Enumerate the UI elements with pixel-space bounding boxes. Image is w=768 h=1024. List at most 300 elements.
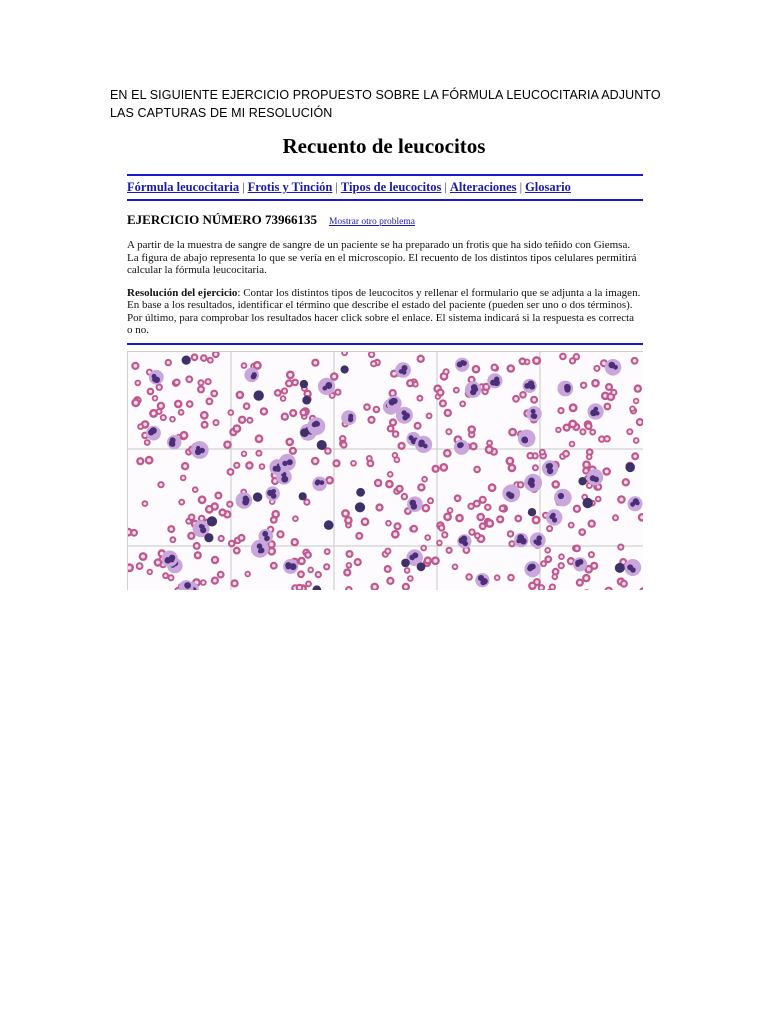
leukocyte-nucleus	[285, 562, 291, 568]
red-blood-cell-center	[332, 374, 336, 378]
red-blood-cell-center	[240, 417, 244, 421]
leukocyte-nucleus	[348, 417, 353, 422]
nav-link-frotis[interactable]: Frotis y Tinción	[247, 180, 333, 194]
red-blood-cell-center	[575, 546, 578, 549]
red-blood-cell-center	[448, 548, 451, 551]
red-blood-cell-center	[635, 399, 638, 402]
leukocyte-nucleus	[392, 398, 398, 404]
leukocyte-nucleus	[471, 384, 478, 391]
lymphocyte	[355, 502, 365, 512]
red-blood-cell-center	[445, 451, 449, 455]
red-blood-cell-center	[529, 454, 532, 457]
red-blood-cell-center	[154, 396, 157, 399]
red-blood-cell-center	[461, 402, 464, 405]
red-blood-cell-center	[551, 585, 554, 588]
red-blood-cell-center	[235, 548, 238, 551]
red-blood-cell-center	[472, 444, 476, 448]
red-blood-cell-center	[221, 510, 225, 514]
leukocyte-nucleus	[524, 383, 530, 389]
red-blood-cell-center	[592, 564, 596, 568]
lymphocyte	[300, 379, 308, 387]
red-blood-cell-center	[638, 420, 642, 424]
red-blood-cell-center	[272, 564, 275, 567]
lymphocyte	[182, 355, 191, 364]
lymphocyte	[615, 562, 625, 572]
red-blood-cell-center	[375, 407, 378, 410]
red-blood-cell-center	[487, 447, 491, 451]
red-blood-cell-center	[439, 390, 443, 394]
red-blood-cell-center	[546, 548, 549, 551]
red-blood-cell-center	[594, 381, 598, 385]
red-blood-cell-center	[293, 540, 297, 544]
lymphocyte	[299, 492, 307, 500]
red-blood-cell-center	[228, 502, 231, 505]
red-blood-cell-center	[143, 502, 146, 505]
red-blood-cell-center	[631, 407, 634, 410]
red-blood-cell-center	[200, 516, 203, 519]
red-blood-cell-center	[230, 541, 233, 544]
red-blood-cell-center	[583, 495, 586, 498]
red-blood-cell-center	[170, 527, 174, 531]
red-blood-cell-center	[279, 532, 283, 536]
red-blood-cell-center	[419, 356, 423, 360]
nav-separator: |	[519, 180, 523, 194]
red-blood-cell-center	[531, 583, 535, 587]
red-blood-cell-center	[220, 536, 223, 539]
leukocyte-nucleus	[493, 379, 500, 386]
red-blood-cell-center	[240, 536, 244, 540]
red-blood-cell-center	[422, 546, 425, 549]
red-blood-cell-center	[347, 518, 351, 522]
lymphocyte	[401, 558, 410, 567]
leukocyte-nucleus	[257, 543, 263, 549]
leukocyte-nucleus	[287, 459, 293, 465]
red-blood-cell-center	[326, 550, 329, 553]
red-blood-cell-center	[633, 359, 637, 363]
red-blood-cell-center	[243, 364, 246, 367]
red-blood-cell-center	[229, 470, 233, 474]
red-blood-cell-center	[217, 493, 221, 497]
red-blood-cell-center	[554, 570, 557, 573]
red-blood-cell-center	[261, 465, 264, 468]
red-blood-cell-center	[309, 568, 312, 571]
red-blood-cell-center	[517, 516, 520, 519]
red-blood-cell-center	[288, 440, 292, 444]
leukocyte-nucleus	[242, 498, 249, 505]
red-blood-cell-center	[386, 567, 390, 571]
red-blood-cell-center	[475, 501, 479, 505]
red-blood-cell-center	[591, 430, 594, 433]
red-blood-cell-center	[180, 410, 183, 413]
red-blood-cell-center	[588, 483, 591, 486]
red-blood-cell-center	[416, 424, 420, 428]
nav-link-alteraciones[interactable]: Alteraciones	[449, 180, 517, 194]
red-blood-cell-center	[243, 452, 246, 455]
red-blood-cell-center	[246, 572, 249, 575]
red-blood-cell-center	[158, 385, 161, 388]
leukocyte-nucleus	[549, 514, 554, 519]
red-blood-cell-center	[614, 516, 617, 519]
exercise-header	[127, 211, 641, 229]
red-blood-cell-center	[282, 397, 285, 400]
red-blood-cell-center	[183, 464, 187, 468]
red-blood-cell-center	[633, 454, 637, 458]
leukocyte-nucleus	[635, 500, 640, 505]
leukocyte-nucleus	[399, 369, 404, 374]
red-blood-cell-center	[488, 441, 491, 444]
red-blood-cell-center	[365, 405, 368, 408]
red-blood-cell-center	[356, 560, 360, 564]
red-blood-cell-center	[440, 526, 443, 529]
leukocyte-nucleus	[282, 460, 287, 465]
red-blood-cell-center	[584, 576, 588, 580]
red-blood-cell-center	[534, 466, 537, 469]
red-blood-cell-center	[621, 560, 625, 564]
leukocyte-nucleus	[531, 408, 536, 413]
red-blood-cell-center	[493, 365, 497, 369]
red-blood-cell-center	[276, 391, 279, 394]
lymphocyte	[317, 440, 327, 450]
red-blood-cell-center	[134, 400, 138, 404]
red-blood-cell-center	[542, 562, 545, 565]
red-blood-cell-center	[465, 548, 469, 552]
smear-canvas	[128, 352, 643, 591]
leukocyte-nucleus	[609, 362, 614, 367]
red-blood-cell-center	[456, 496, 459, 499]
red-blood-cell-center	[404, 585, 408, 589]
red-blood-cell	[582, 589, 591, 590]
red-blood-cell-center	[406, 568, 409, 571]
red-blood-cell-center	[283, 414, 287, 418]
red-blood-cell-center	[575, 506, 579, 510]
red-blood-cell-center	[541, 450, 544, 453]
red-blood-cell-center	[248, 418, 251, 421]
red-blood-cell-center	[403, 494, 406, 497]
leukocyte-nucleus	[271, 493, 277, 499]
red-blood-cell-center	[387, 521, 390, 524]
red-blood-cell-center	[588, 455, 591, 458]
red-blood-cell-center	[202, 356, 205, 359]
red-blood-cell-center	[449, 508, 452, 511]
red-blood-cell-center	[389, 472, 392, 475]
leukocyte-nucleus	[559, 493, 564, 498]
red-blood-cell-center	[233, 581, 237, 585]
red-blood-cell-center	[326, 449, 329, 452]
red-blood-cell-center	[398, 487, 402, 491]
red-blood-cell-center	[441, 401, 445, 405]
red-blood-cell-center	[196, 553, 200, 557]
red-blood-cell-center	[442, 465, 446, 469]
red-blood-cell-center	[595, 366, 598, 369]
red-blood-cell-center	[438, 541, 441, 544]
lymphocyte	[302, 395, 311, 404]
red-blood-cell-center	[395, 458, 398, 461]
red-blood-cell-center	[294, 517, 297, 520]
red-blood-cell-center	[446, 514, 450, 518]
nav-separator: |	[242, 180, 245, 194]
red-blood-cell-center	[426, 558, 430, 562]
nav-link-glosario[interactable]: Glosario	[525, 180, 571, 194]
red-blood-cell-center	[188, 377, 192, 381]
red-blood-cell-center	[509, 575, 512, 578]
nav-separator: |	[335, 180, 338, 194]
red-blood-cell-center	[235, 426, 239, 430]
red-blood-cell-center	[394, 432, 397, 435]
lymphocyte	[578, 477, 586, 485]
red-blood-cell-center	[193, 355, 196, 358]
red-blood-cell-center	[171, 538, 174, 541]
red-blood-cell-center	[288, 372, 292, 376]
red-blood-cell-center	[597, 497, 600, 500]
red-blood-cell-center	[521, 359, 524, 362]
red-blood-cell-center	[313, 459, 317, 463]
red-blood-cell-center	[590, 521, 594, 525]
red-blood-cell-center	[132, 531, 136, 535]
red-blood-cell-center	[433, 558, 437, 562]
red-blood-cell-center	[257, 451, 260, 454]
red-blood-cell-center	[578, 580, 582, 584]
leukocyte-nucleus	[578, 559, 584, 565]
red-blood-cell-center	[476, 534, 479, 537]
red-blood-cell-center	[207, 380, 210, 383]
red-blood-cell-center	[426, 536, 429, 539]
red-blood-cell-center	[553, 575, 556, 578]
red-blood-cell-center	[363, 519, 367, 523]
red-blood-cell-center	[389, 579, 393, 583]
red-blood-cell-center	[159, 483, 162, 486]
red-blood-cell-center	[571, 359, 574, 362]
red-blood-cell-center	[501, 506, 504, 509]
red-blood-cell-center	[159, 404, 163, 408]
lymphocyte	[253, 492, 262, 501]
leukocyte-nucleus	[411, 500, 416, 505]
lymphocyte	[324, 520, 334, 530]
red-blood-cell-center	[428, 414, 431, 417]
red-blood-cell-center	[584, 469, 587, 472]
red-blood-cell-center	[470, 377, 474, 381]
lymphocyte	[583, 497, 593, 507]
leukocyte-nucleus	[170, 437, 176, 443]
leukocyte-nucleus	[200, 447, 205, 452]
red-blood-cell-center	[393, 453, 396, 456]
leukocyte-nucleus	[594, 406, 599, 411]
red-blood-cell-center	[570, 523, 573, 526]
red-blood-cell-center	[564, 452, 568, 456]
red-blood-cell-center	[190, 534, 194, 538]
leukocyte-nucleus	[423, 443, 428, 448]
red-blood-cell-center	[199, 387, 203, 391]
red-blood-cell-center	[207, 507, 211, 511]
red-blood-cell-center	[369, 461, 372, 464]
resolution-paragraph	[127, 287, 641, 337]
leukocyte-nucleus	[409, 435, 414, 440]
red-blood-cell-center	[348, 552, 352, 556]
red-blood-cell-center	[605, 437, 608, 440]
leukocyte-nucleus	[252, 372, 257, 377]
red-blood-cell-center	[470, 530, 473, 533]
red-blood-cell-center	[420, 485, 424, 489]
red-blood-cell-center	[328, 478, 332, 482]
red-blood-cell-center	[636, 386, 640, 390]
red-blood-cell-center	[226, 442, 230, 446]
red-blood-cell-center	[182, 433, 186, 437]
red-blood-cell-center	[635, 439, 638, 442]
red-blood-cell-center	[213, 578, 217, 582]
red-blood-cell-center	[481, 524, 484, 527]
red-blood-cell-center	[510, 466, 514, 470]
red-blood-cell-center	[245, 404, 248, 407]
red-blood-cell-center	[587, 567, 591, 571]
red-blood-cell-center	[418, 396, 421, 399]
red-blood-cell-center	[514, 397, 518, 401]
red-blood-cell-center	[214, 421, 217, 424]
leukocyte-nucleus	[590, 475, 596, 481]
red-blood-cell-center	[162, 416, 165, 419]
nav-link-tipos[interactable]: Tipos de leucocitos	[340, 180, 442, 194]
red-blood-cell-center	[139, 425, 142, 428]
red-blood-cell-center	[581, 530, 584, 533]
red-blood-cell-center	[164, 574, 167, 577]
red-blood-cell-center	[188, 402, 191, 405]
leukocyte-nucleus	[532, 413, 538, 419]
red-blood-cell-center	[152, 411, 156, 415]
red-blood-cell-center	[490, 485, 494, 489]
red-blood-cell-center	[519, 483, 522, 486]
red-blood-cell-center	[396, 524, 400, 528]
red-blood-cell-center	[307, 582, 310, 585]
red-blood-cell-center	[347, 563, 350, 566]
red-blood-cell-center	[443, 533, 446, 536]
red-blood-cell-center	[488, 521, 492, 525]
leukocyte-nucleus	[522, 437, 527, 442]
red-blood-cell-center	[469, 504, 472, 507]
leukocyte-nucleus	[265, 535, 270, 540]
red-blood-cell-center	[534, 518, 538, 522]
red-blood-cell-center	[447, 430, 450, 433]
red-blood-cell-center	[535, 358, 539, 362]
red-blood-cell-center	[547, 557, 550, 560]
leukocyte-nucleus	[463, 540, 468, 545]
blood-smear-image	[127, 351, 643, 591]
leukocyte-nucleus	[533, 539, 538, 544]
red-blood-cell-center	[209, 358, 212, 361]
red-blood-cell-center	[548, 527, 551, 530]
red-blood-cell-center	[622, 581, 626, 585]
red-blood-cell-center	[508, 459, 512, 463]
leukocyte-nucleus	[547, 467, 553, 473]
red-blood-cell-center	[590, 553, 593, 556]
red-blood-cell-center	[148, 570, 151, 573]
leukocyte-nucleus	[184, 582, 191, 589]
red-blood-cell-center	[213, 558, 217, 562]
red-blood-cell-center	[474, 367, 478, 371]
red-blood-cell-center	[454, 565, 457, 568]
leukocyte-nucleus	[169, 554, 175, 560]
red-blood-cell-center	[344, 511, 348, 515]
red-blood-cell-center	[317, 573, 320, 576]
red-blood-cell-center	[180, 500, 183, 503]
red-blood-cell-center	[274, 512, 278, 516]
red-blood-cell-center	[412, 526, 416, 530]
leukocyte-nucleus	[630, 567, 635, 572]
red-blood-cell-center	[511, 430, 515, 434]
resolution-label: Resolución del ejercicio	[127, 286, 238, 299]
red-blood-cell-center	[194, 488, 197, 491]
red-blood-cell-center	[190, 515, 193, 518]
red-blood-cell-center	[391, 420, 395, 424]
red-blood-cell-center	[287, 381, 291, 385]
nav-link-formula[interactable]: Fórmula leucocitaria	[127, 180, 240, 194]
red-blood-cell-center	[414, 382, 417, 385]
red-blood-cell-center	[612, 390, 615, 393]
lymphocyte	[254, 390, 264, 400]
lymphocyte	[207, 516, 217, 526]
red-blood-cell-center	[176, 402, 180, 406]
red-blood-cell-center	[509, 532, 512, 535]
red-blood-cell-center	[229, 411, 232, 414]
red-blood-cell-center	[540, 586, 543, 589]
smear-divider	[127, 343, 643, 345]
red-blood-cell-center	[628, 430, 631, 433]
red-blood-cell-center	[219, 572, 222, 575]
red-blood-cell-center	[619, 497, 623, 501]
red-blood-cell-center	[561, 354, 564, 357]
exercise-title: EJERCICIO NÚMERO 73966135	[127, 212, 317, 227]
leukocyte-nucleus	[481, 578, 487, 584]
red-blood-cell-center	[406, 509, 409, 512]
red-blood-cell-center	[559, 409, 562, 412]
red-blood-cell-center	[607, 385, 611, 389]
red-blood-cell-center	[393, 532, 397, 536]
red-blood-cell-center	[408, 381, 412, 385]
leukocyte-nucleus	[516, 538, 521, 543]
red-blood-cell-center	[272, 518, 275, 521]
red-blood-cell-center	[235, 463, 238, 466]
red-blood-cell-center	[358, 534, 362, 538]
red-blood-cell-center	[302, 410, 306, 414]
show-other-problem-link[interactable]: Mostrar otro problema	[328, 217, 415, 227]
red-blood-cell-center	[585, 462, 589, 466]
red-blood-cell-center	[202, 581, 205, 584]
red-blood-cell-center	[509, 366, 513, 370]
red-blood-cell-center	[370, 418, 374, 422]
red-blood-cell-center	[370, 352, 373, 355]
leukocyte-nucleus	[276, 467, 281, 472]
red-blood-cell-center	[335, 461, 339, 465]
red-blood-cell-center	[409, 577, 412, 580]
intro-paragraph: A partir de la muestra de sangre de sangre de un paciente se ha preparado un frotis que ha sido teñido con Giemsa. La figura de abajo representa lo que se vería en el microscopio. El recuento de los distintos tipos celulares permitirá calcular la fórmula leucocitaria.	[127, 239, 637, 276]
red-blood-cell-center	[262, 409, 266, 413]
red-blood-cell-center	[139, 459, 143, 463]
red-blood-cell-center	[386, 549, 389, 552]
red-blood-cell-center	[389, 426, 392, 429]
red-blood-cell-center	[372, 362, 375, 365]
red-blood-cell-center	[446, 411, 450, 415]
nav-separator: |	[444, 180, 447, 194]
red-blood-cell-center	[212, 391, 216, 395]
red-blood-cell-center	[299, 572, 302, 575]
red-blood-cell-center	[158, 410, 161, 413]
red-blood-cell-center	[141, 554, 145, 558]
leukocyte-nucleus	[315, 421, 320, 426]
nav-divider	[127, 199, 643, 201]
red-blood-cell-center	[368, 456, 371, 459]
red-blood-cell-center	[600, 437, 603, 440]
leukocyte-nucleus	[152, 373, 157, 378]
red-blood-cell-center	[481, 497, 485, 501]
red-blood-cell-center	[306, 553, 309, 556]
red-blood-cell-center	[298, 585, 301, 588]
